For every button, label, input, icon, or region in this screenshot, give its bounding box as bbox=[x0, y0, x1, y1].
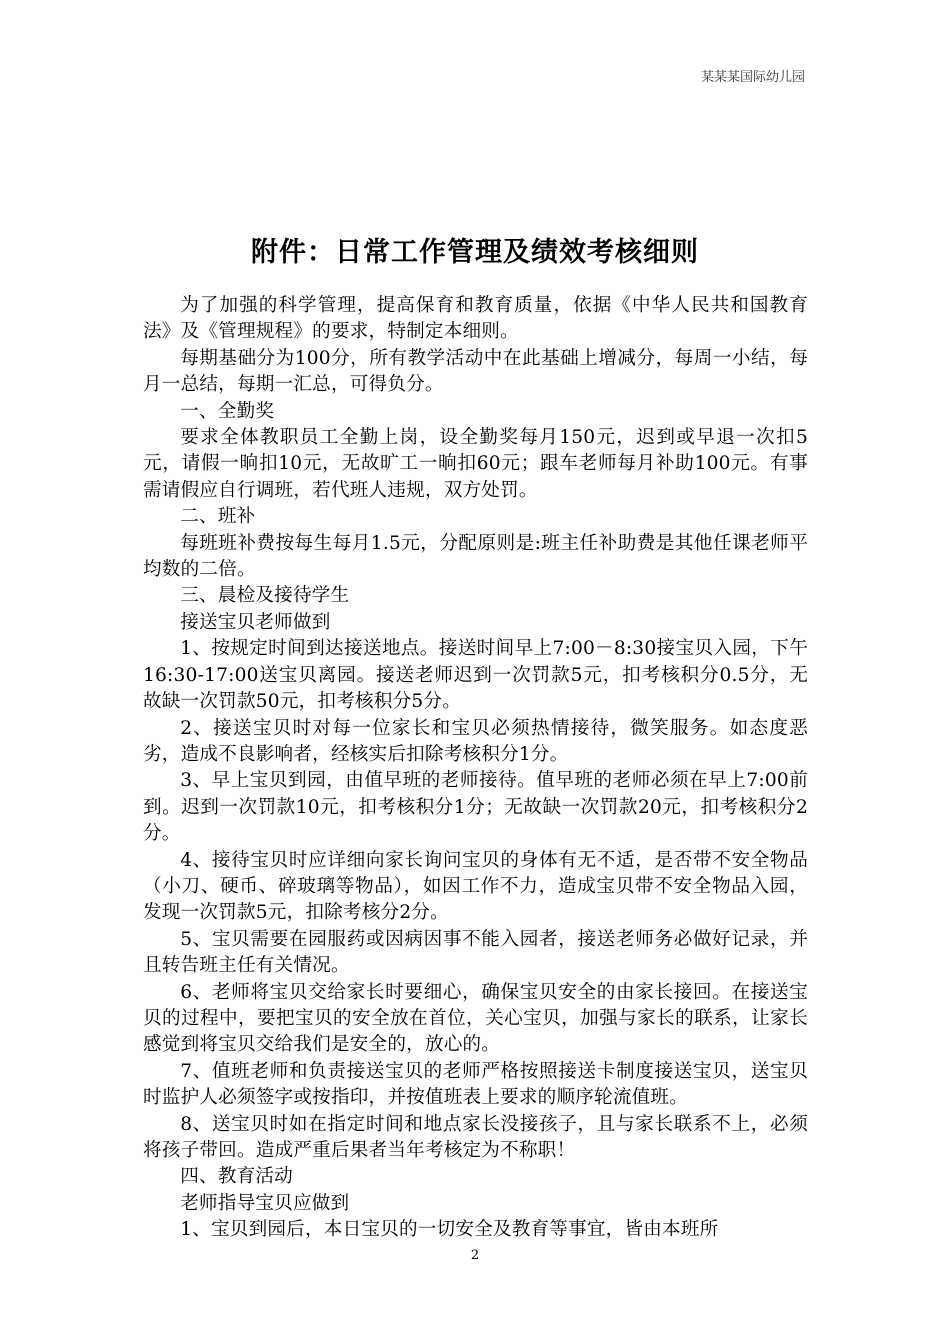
paragraph: 1、宝贝到园后，本日宝贝的一切安全及教育等事宜，皆由本班所 bbox=[180, 1219, 719, 1241]
section-heading: 二、班补 bbox=[180, 506, 256, 528]
paragraph: 6、老师将宝贝交给家长时要细心，确保宝贝安全的由家长接回。在接送宝贝的过程中，要把宝贝的安全放在首位，关心宝贝，加强与家长的联系，让家长感觉到将宝贝交给我们是安全的，放心的。 bbox=[143, 981, 808, 1056]
paragraph: 5、宝贝需要在园服药或因病因事不能入园者，接送老师务必做好记录，并且转告班主任有关情况。 bbox=[143, 928, 808, 977]
document-title: 附件：日常工作管理及绩效考核细则 bbox=[251, 237, 699, 268]
paragraph: 每班班补费按每生每月1.5元，分配原则是:班主任补助费是其他任课老师平均数的二倍。 bbox=[143, 532, 808, 581]
subheading: 接送宝贝老师做到 bbox=[180, 611, 331, 633]
subheading: 老师指导宝贝应做到 bbox=[180, 1192, 350, 1214]
paragraph: 3、早上宝贝到园，由值早班的老师接待。值早班的老师必须在早上7:00前到。迟到一次罚款10元，扣考核积分1分；无故缺一次罚款20元，扣考核积分2分。 bbox=[143, 770, 808, 845]
document-body bbox=[143, 293, 808, 1244]
section-heading: 一、全勤奖 bbox=[180, 400, 275, 422]
paragraph: 要求全体教职员工全勤上岗，设全勤奖每月150元，迟到或早退一次扣5元，请假一晌扣10元，无故旷工一晌扣60元；跟车老师每月补助100元。有事需请假应自行调班，若代班人违规，双方处罚。 bbox=[143, 427, 808, 501]
paragraph: 2、接送宝贝时对每一位家长和宝贝必须热情接待，微笑服务。如态度恶劣，造成不良影响者，经核实后扣除考核积分1分。 bbox=[143, 717, 808, 765]
page-number: 2 bbox=[470, 1248, 480, 1263]
paragraph: 每期基础分为100分，所有教学活动中在此基础上增减分，每周一小结，每月一总结，每期一汇总，可得负分。 bbox=[143, 347, 808, 396]
section-heading: 三、晨检及接待学生 bbox=[180, 585, 350, 607]
header-org-name: 某某某国际幼儿园 bbox=[700, 70, 805, 85]
paragraph: 1、按规定时间到达接送地点。接送时间早上7:00－8:30接宝贝入园，下午16:30-17:00送宝贝离园。接送老师迟到一次罚款5元，扣考核积分0.5分，无故缺一次罚款50元，扣考核积分5分。 bbox=[143, 638, 808, 713]
paragraph: 为了加强的科学管理，提高保育和教育质量，依据《中华人民共和国教育法》及《管理规程》的要求，特制定本细则。 bbox=[143, 295, 808, 343]
paragraph: 8、送宝贝时如在指定时间和地点家长没接孩子，且与家长联系不上，必须将孩子带回。造成严重后果者当年考核定为不称职！ bbox=[143, 1113, 808, 1161]
section-heading: 四、教育活动 bbox=[180, 1166, 293, 1188]
paragraph: 7、值班老师和负责接送宝贝的老师严格按照接送卡制度接送宝贝，送宝贝时监护人必须签字或按指印，并按值班表上要求的顺序轮流值班。 bbox=[143, 1060, 808, 1109]
paragraph: 4、接待宝贝时应详细向家长询问宝贝的身体有无不适，是否带不安全物品（小刀、硬币、碎玻璃等物品），如因工作不力，造成宝贝带不安全物品入园，发现一次罚款5元，扣除考核分2分。 bbox=[143, 849, 808, 924]
